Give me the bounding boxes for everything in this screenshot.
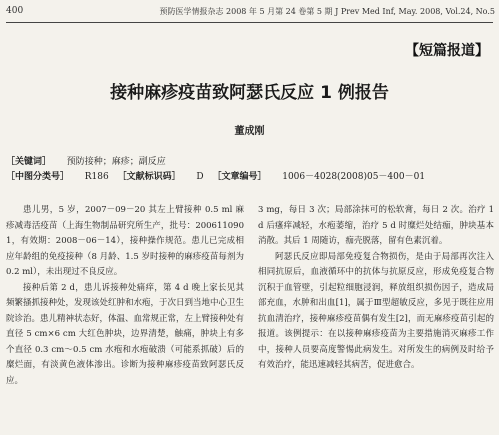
article-title: 接种麻疹疫苗致阿瑟氏反应 1 例报告	[110, 83, 389, 103]
article-id-label: ［文章编号］	[212, 172, 267, 182]
doc-code-value: D	[196, 172, 204, 182]
keywords-row	[6, 155, 486, 170]
keywords-value: 预防接种；麻疹；副反应	[66, 157, 166, 167]
article-id-value: 1006－4028(2008)05－400－01	[282, 172, 426, 182]
page-number: 400	[6, 6, 24, 16]
clc-label: ［中图分类号］	[6, 172, 70, 182]
doc-code-label: ［文献标识码］	[117, 172, 181, 182]
body-paragraph: 3 mg，每日 3 次；局部涂抹可的松软膏，每日 2 次。治疗 1 d 后瘙痒减轻，水疱萎缩，治疗 5 d 时糜烂处结痂，肿块基本消散。其后 1 周随访，痂壳脱落，留有色素沉着。	[258, 205, 494, 246]
classification-row	[6, 170, 486, 185]
author-name: 董成刚	[234, 126, 265, 137]
section-tag: 【短篇报道】	[405, 43, 489, 59]
body-paragraph: 阿瑟氏反应即局部免疫复合物损伤，是由于局部再次注入相同抗原后，血液循环中的抗体与抗原反应，形成免疫复合物沉积于血管壁，引起粒细胞浸润，释放组织损伤因子，造成局部充血，水肿和出血[1]，属于Ⅲ型超敏反应，多见于既往应用抗血清治疗，接种麻疹疫苗偶有发生[2]，而无麻疹疫苗引起的报道。该例提示：在以接种麻疹疫苗为主要措施消灭麻疹工作中，接种人员要高度警惕此病发生。对所发生的病例及时给予有效治疗，能迅速减轻其病苦，促进愈合。	[258, 251, 494, 370]
right-column	[258, 203, 494, 374]
header-rule	[6, 22, 493, 23]
journal-running-header: 预防医学情报杂志 2008 年 5 月第 24 卷第 5 期 J Prev Med Inf, May. 2008, Vol.24, No.5	[159, 7, 495, 16]
keywords-label: ［关键词］	[6, 157, 52, 167]
clc-value: R186	[84, 172, 109, 182]
body-paragraph: 接种后第 2 d，患儿诉接种处痛痒，第 4 d 晚上家长见其频繁搔抓接种处，发现该处红肿和水疱，于次日到当地中心卫生院诊治。患儿精神状态好，体温、血常规正常，左上臂接种处有直径 5 cm×6 cm 大红色肿块，边界清楚，触痛，肿块上有多个直径 0.3 cm～0.5 cm 水疱和水疱破溃（可能系抓破）后的糜烂面，有淡黄色液体渗出。诊断为接种麻疹疫苗致阿瑟氏反应。	[6, 282, 245, 386]
article-metadata	[6, 155, 486, 185]
body-paragraph: 患儿男，5 岁，2007－09－20 其左上臂接种 0.5 ml 麻疹减毒活疫苗（上海生物制品研究所生产，批号：2006110901，有效期：2008－06－14），接种操作规范。患儿已完成相应年龄组的免疫接种（8 月龄、1.5 岁时接种的麻疹疫苗每剂为 0.2 ml），未出现过不良反应。	[6, 205, 244, 277]
left-column	[6, 203, 244, 389]
